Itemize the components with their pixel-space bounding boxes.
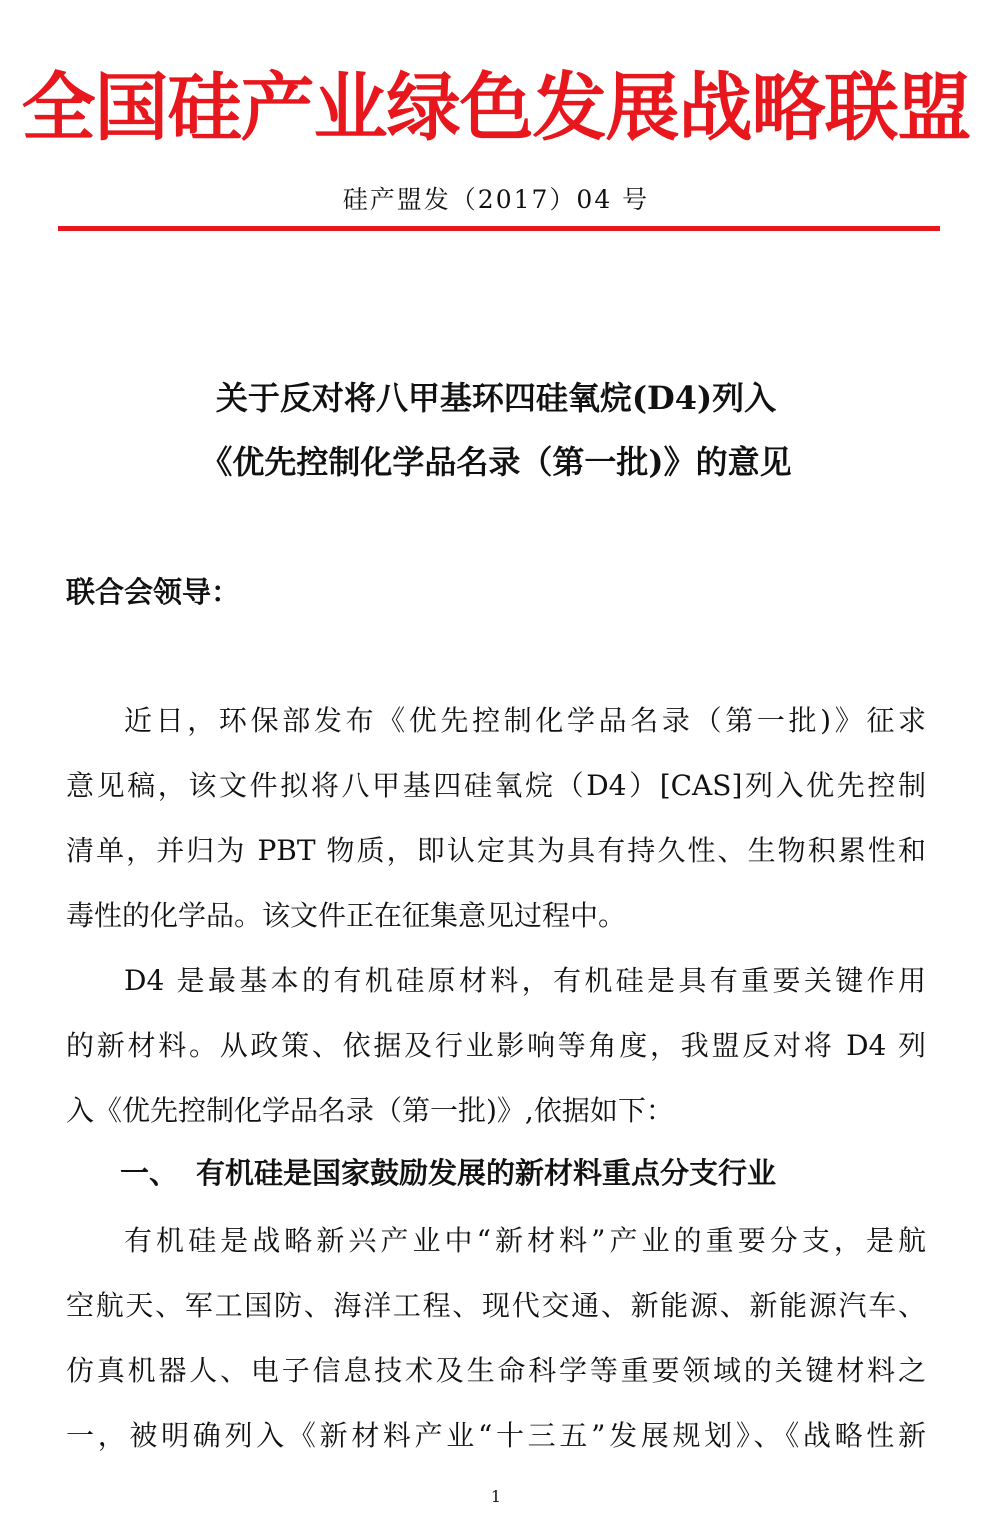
subject-line-2: 《优先控制化学品名录（第一批)》的意见 [200,443,792,481]
paragraph-2-line-2: 的新材料。从政策、依据及行业影响等角度，我盟反对将 D4 列 [66,1029,926,1062]
red-header-rule [58,226,940,231]
document-number: 硅产盟发（2017）04 号 [342,185,650,214]
paragraph-2-line-3: 入《优先控制化学品名录（第一批)》,依据如下： [66,1094,674,1127]
paragraph-1-line-2: 意见稿，该文件拟将八甲基四硅氧烷（D4）[CAS]列入优先控制 [66,769,926,802]
section-paragraph-line-2: 空航天、军工国防、海洋工程、现代交通、新能源、新能源汽车、 [66,1289,926,1322]
paragraph-1-line-3: 清单，并归为 PBT 物质，即认定其为具有持久性、生物积累性和 [66,834,926,867]
section-heading-text: 有机硅是国家鼓励发展的新材料重点分支行业 [196,1156,777,1190]
section-paragraph-line-1: 有机硅是战略新兴产业中“新材料”产业的重要分支，是航 [124,1224,926,1257]
paragraph-1-line-1: 近日，环保部发布《优先控制化学品名录（第一批)》征求 [124,704,926,737]
section-heading [120,1152,776,1194]
section-paragraph-line-4: 一，被明确列入《新材料产业“十三五”发展规划》、《战略性新 [66,1419,926,1452]
organization-title: 全国硅产业绿色发展战略联盟 [21,65,971,151]
section-paragraph-line-3: 仿真机器人、电子信息技术及生命科学等重要领域的关键材料之 [66,1354,926,1387]
paragraph-2-line-1: D4 是最基本的有机硅原材料，有机硅是具有重要关键作用 [124,964,926,997]
salutation: 联合会领导： [66,575,241,609]
page-number: 1 [490,1487,502,1506]
subject-line-1: 关于反对将八甲基环四硅氧烷(D4)列入 [215,379,777,417]
section-heading-number: 一、 [120,1156,179,1190]
paragraph-1-line-4: 毒性的化学品。该文件正在征集意见过程中。 [66,899,627,932]
